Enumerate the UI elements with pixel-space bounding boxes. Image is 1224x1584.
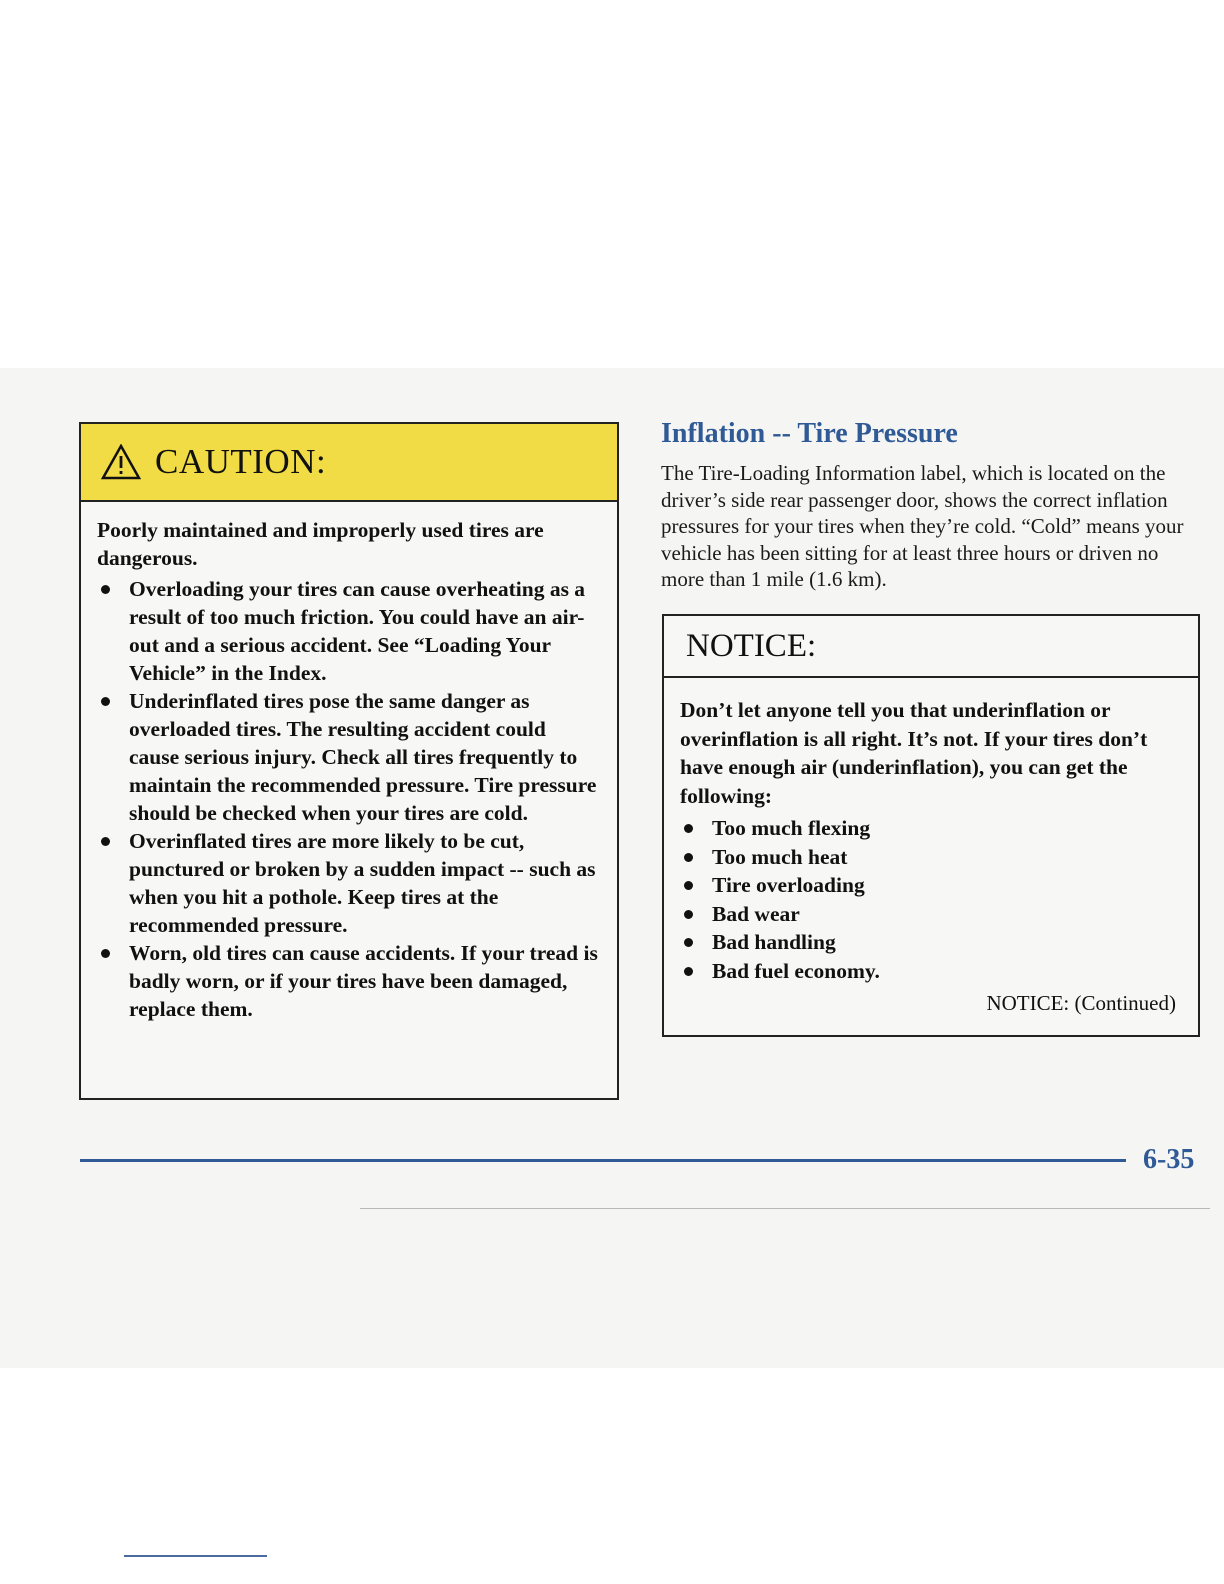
caution-bullet <box>97 687 601 827</box>
bullet-dot-icon <box>684 881 693 890</box>
notice-body <box>664 678 1198 1018</box>
caution-title: CAUTION: <box>155 442 327 481</box>
caution-bullet-text: Worn, old tires can cause accidents. If your tread is badly worn, or if your tires have been damaged, replace them. <box>129 941 598 1021</box>
notice-box <box>662 614 1200 1037</box>
caution-body <box>81 502 617 1023</box>
section-paragraph: The Tire-Loading Information label, which is located on the driver’s side rear passenger door, shows the correct inflation pressures for your tires when they’re cold. “Cold” means your vehicle has been sitting for at least three hours or driven no more than 1 mile (1.6 km). <box>661 461 1184 591</box>
caution-bullet-text: Overloading your tires can cause overheating as a result of too much friction. You could have an air-out and a serious accident. See “Loading Your Vehicle” in the Index. <box>129 577 586 685</box>
notice-bullet-text: Bad fuel economy. <box>712 958 880 983</box>
bullet-dot-icon <box>101 837 110 846</box>
notice-bullet-list <box>680 814 1182 985</box>
bullet-dot-icon <box>101 949 110 958</box>
warning-triangle-icon <box>101 444 141 480</box>
caution-bullet-text: Overinflated tires are more likely to be cut, punctured or broken by a sudden impact -- such as when you hit a pothole. Keep tires at the recommended pressure. <box>129 829 596 937</box>
caution-bullet <box>97 827 601 939</box>
notice-bullet-text: Too much flexing <box>712 816 871 840</box>
notice-bullet <box>680 871 1182 900</box>
caution-bullet-text: Underinflated tires pose the same danger as overloaded tires. The resulting accident could cause serious injury. Check all tires frequently to maintain the recommended pressure. Tire pressure should be checked when your tires are cold. <box>129 689 597 825</box>
notice-bullet-text: Too much heat <box>712 844 848 869</box>
bottom-rule <box>124 1555 267 1557</box>
notice-title: NOTICE: <box>686 627 817 664</box>
notice-bullet <box>680 814 1182 843</box>
caution-bullet <box>97 939 601 1023</box>
notice-continued: NOTICE: (Continued) <box>986 991 1176 1015</box>
bullet-dot-icon <box>101 697 110 706</box>
notice-bullet <box>680 928 1182 957</box>
caution-bullet <box>97 575 601 687</box>
notice-bullet <box>680 900 1182 929</box>
notice-bullet-text: Tire overloading <box>712 873 865 897</box>
bullet-dot-icon <box>684 824 693 833</box>
caution-intro: Poorly maintained and improperly used tires are dangerous. <box>97 518 544 570</box>
notice-header <box>664 616 1198 678</box>
notice-bullet-text: Bad wear <box>712 901 800 926</box>
notice-bullet-text: Bad handling <box>712 930 836 954</box>
page-number: 6-35 <box>1143 1144 1195 1175</box>
caution-box <box>79 422 619 1100</box>
footer-rule <box>80 1159 1126 1162</box>
notice-bullet <box>680 957 1182 986</box>
bullet-dot-icon <box>101 585 110 594</box>
notice-intro: Don’t let anyone tell you that underinflation or overinflation is all right. It’s not. If your tires don’t have enough air (underinflation), you can get the following: <box>680 698 1148 808</box>
caution-header <box>81 424 617 502</box>
bullet-dot-icon <box>684 910 693 919</box>
caution-bullet-list <box>97 575 601 1023</box>
bullet-dot-icon <box>684 938 693 947</box>
bullet-dot-icon <box>684 967 693 976</box>
section-title: Inflation -- Tire Pressure <box>661 418 958 449</box>
bullet-dot-icon <box>684 853 693 862</box>
scan-artifact-line <box>360 1208 1210 1209</box>
notice-bullet <box>680 843 1182 872</box>
